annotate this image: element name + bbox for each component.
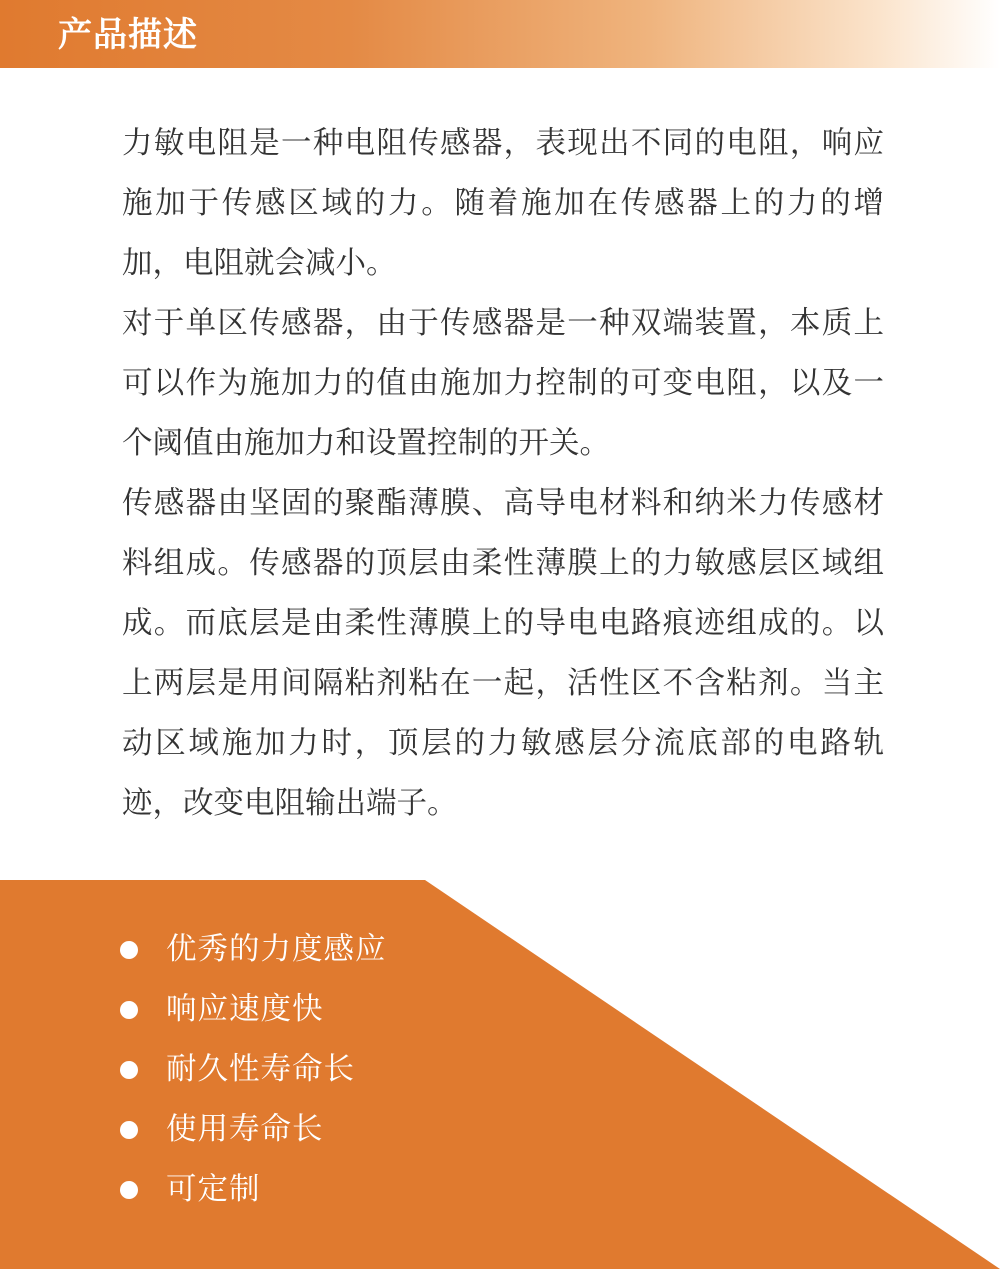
description-paragraph: 传感器由坚固的聚酯薄膜、高导电材料和纳米力传感材料组成。传感器的顶层由柔性薄膜上的力敏感层区域组成。而底层是由柔性薄膜上的导电电路痕迹组成的。以上两层是用间隔粘剂粘在一起，活性区不含粘剂。当主动区域施加力时，顶层的力敏感层分流底部的电路轨迹，改变电阻输出端子。 xyxy=(122,486,884,821)
feature-list xyxy=(120,920,387,1220)
bullet-icon xyxy=(120,1061,138,1079)
feature-label: 优秀的力度感应 xyxy=(166,932,387,967)
feature-label: 可定制 xyxy=(166,1172,261,1207)
bullet-icon xyxy=(120,941,138,959)
section-title: 产品描述 xyxy=(58,15,198,55)
feature-panel xyxy=(0,880,1000,1269)
bullet-icon xyxy=(120,1001,138,1019)
feature-item xyxy=(120,980,387,1040)
header-bar xyxy=(0,0,1000,68)
feature-item xyxy=(120,1160,387,1220)
feature-item xyxy=(120,1100,387,1160)
description-paragraph: 力敏电阻是一种电阻传感器，表现出不同的电阻，响应施加于传感区域的力。随着施加在传感器上的力的增加，电阻就会减小。 xyxy=(122,126,884,281)
bullet-icon xyxy=(120,1121,138,1139)
feature-label: 耐久性寿命长 xyxy=(166,1052,355,1087)
feature-item xyxy=(120,1040,387,1100)
bullet-icon xyxy=(120,1181,138,1199)
feature-label: 使用寿命长 xyxy=(166,1112,324,1147)
feature-item xyxy=(120,920,387,980)
product-description xyxy=(122,114,884,834)
description-paragraph: 对于单区传感器，由于传感器是一种双端装置，本质上可以作为施加力的值由施加力控制的可变电阻，以及一个阈值由施加力和设置控制的开关。 xyxy=(122,306,884,461)
feature-label: 响应速度快 xyxy=(166,992,324,1027)
